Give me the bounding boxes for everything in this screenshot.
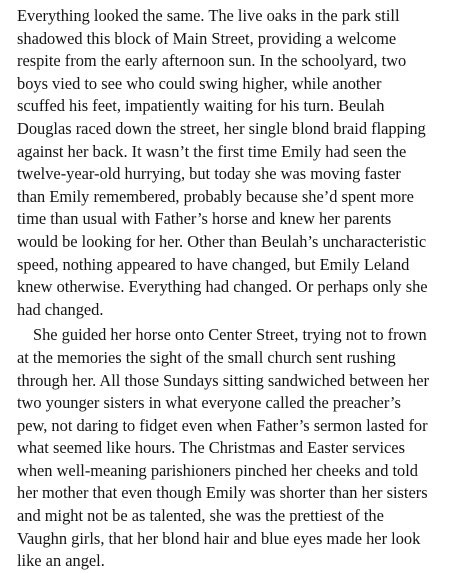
text-line: two younger sisters in what everyone called the preacher’s	[17, 393, 401, 413]
text-line: twelve-year-old hurrying, but today she was moving faster	[17, 164, 401, 184]
text-line: had changed.	[17, 299, 104, 319]
text-line: She guided her horse onto Center Street, trying not to frown	[33, 325, 427, 345]
text-line: than Emily remembered, probably because she’d spent more	[17, 186, 414, 206]
paragraph-1	[17, 5, 467, 321]
text-line: shadowed this block of Main Street, providing a welcome	[17, 28, 397, 48]
text-line: what seemed like hours. The Christmas and Easter services	[17, 438, 405, 458]
text-line: boys vied to see who could swing higher, while another	[17, 73, 382, 93]
paragraph-2	[17, 324, 467, 573]
text-line: speed, nothing appeared to have changed, but Emily Leland	[17, 254, 410, 274]
text-line: time than usual with Father’s horse and knew her parents	[17, 209, 392, 229]
text-line: would be looking for her. Other than Beulah’s uncharacteristic	[17, 231, 427, 251]
text-line: scuffed his feet, impatiently waiting for his turn. Beulah	[17, 96, 385, 116]
text-line: like an angel.	[17, 551, 105, 571]
text-line: at the memories the sight of the small church sent rushing	[17, 347, 396, 367]
text-line: through her. All those Sundays sitting sandwiched between her	[17, 370, 429, 390]
text-line: when well-meaning parishioners pinched her cheeks and told	[17, 460, 418, 480]
text-line: her mother that even though Emily was shorter than her sisters	[17, 483, 428, 503]
text-line: Douglas raced down the street, her single blond braid flapping	[17, 118, 426, 138]
text-line: and might not be as talented, she was the prettiest of the	[17, 506, 384, 526]
text-line: against her back. It wasn’t the first time Emily had seen the	[17, 141, 407, 161]
text-line: respite from the early afternoon sun. In the schoolyard, two	[17, 51, 407, 71]
text-line: Vaughn girls, that her blond hair and blue eyes made her look	[17, 528, 421, 548]
text-line: pew, not daring to fidget even when Father’s sermon lasted for	[17, 415, 428, 435]
text-line: knew otherwise. Everything had changed. Or perhaps only she	[17, 277, 428, 297]
text-line: Everything looked the same. The live oaks in the park still	[17, 6, 400, 25]
document-page	[17, 5, 467, 573]
